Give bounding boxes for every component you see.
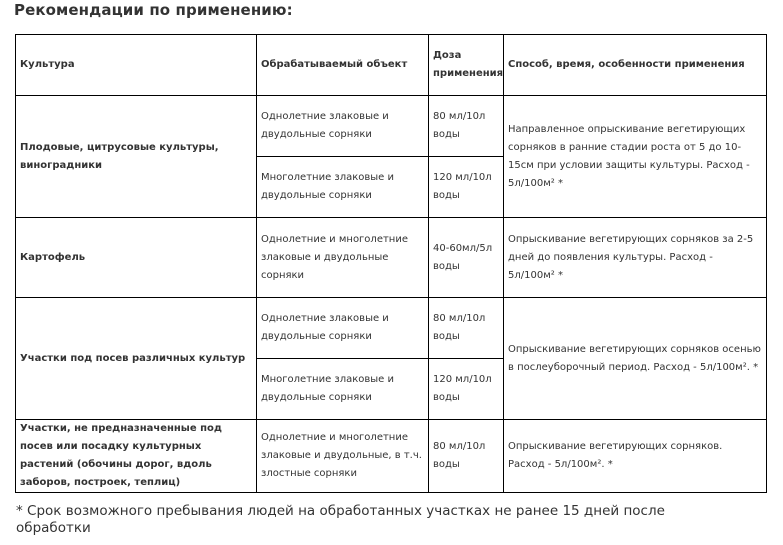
target-cell: Однолетние и многолетние злаковые и двудольные, в т.ч. злостные сорняки bbox=[257, 420, 429, 493]
culture-cell: Участки под посев различных культур bbox=[16, 298, 257, 420]
dose-cell: 80 мл/10л воды bbox=[429, 298, 504, 359]
header-dose: Доза применения bbox=[429, 35, 504, 96]
table-row bbox=[16, 298, 767, 359]
target-cell: Однолетние злаковые и двудольные сорняки bbox=[257, 96, 429, 157]
target-cell: Многолетние злаковые и двудольные сорняки bbox=[257, 157, 429, 218]
target-cell: Однолетние злаковые и двудольные сорняки bbox=[257, 298, 429, 359]
header-target: Обрабатываемый объект bbox=[257, 35, 429, 96]
target-cell: Многолетние злаковые и двудольные сорняки bbox=[257, 359, 429, 420]
table-row bbox=[16, 420, 767, 493]
recommendations-table bbox=[15, 34, 767, 493]
target-cell: Однолетние и многолетние злаковые и двудольные сорняки bbox=[257, 218, 429, 298]
method-cell: Направленное опрыскивание вегетирующих сорняков в ранние стадии роста от 5 до 10-15см при условии защиты культуры. Расход - 5л/100м² * bbox=[504, 96, 767, 218]
culture-cell: Участки, не предназначенные под посев или посадку культурных растений (обочины дорог, вдоль заборов, построек, теплиц) bbox=[16, 420, 257, 493]
dose-cell: 80 мл/10л воды bbox=[429, 96, 504, 157]
table-header-row bbox=[16, 35, 767, 96]
table-row bbox=[16, 96, 767, 157]
method-cell: Опрыскивание вегетирующих сорняков. Расход - 5л/100м². * bbox=[504, 420, 767, 493]
dose-cell: 80 мл/10л воды bbox=[429, 420, 504, 493]
method-cell: Опрыскивание вегетирующих сорняков осенью в послеуборочный период. Расход - 5л/100м². * bbox=[504, 298, 767, 420]
header-culture: Культура bbox=[16, 35, 257, 96]
method-cell: Опрыскивание вегетирующих сорняков за 2-5 дней до появления культуры. Расход - 5л/100м² * bbox=[504, 218, 767, 298]
culture-cell: Картофель bbox=[16, 218, 257, 298]
table-row bbox=[16, 218, 767, 298]
page-title: Рекомендации по применению: bbox=[14, 1, 293, 19]
dose-cell: 120 мл/10л воды bbox=[429, 157, 504, 218]
dose-cell: 120 мл/10л воды bbox=[429, 359, 504, 420]
header-method: Способ, время, особенности применения bbox=[504, 35, 767, 96]
dose-cell: 40-60мл/5л воды bbox=[429, 218, 504, 298]
footnote: * Срок возможного пребывания людей на обработанных участках не ранее 15 дней после обработки bbox=[16, 503, 665, 536]
culture-cell: Плодовые, цитрусовые культуры, виноградники bbox=[16, 96, 257, 218]
